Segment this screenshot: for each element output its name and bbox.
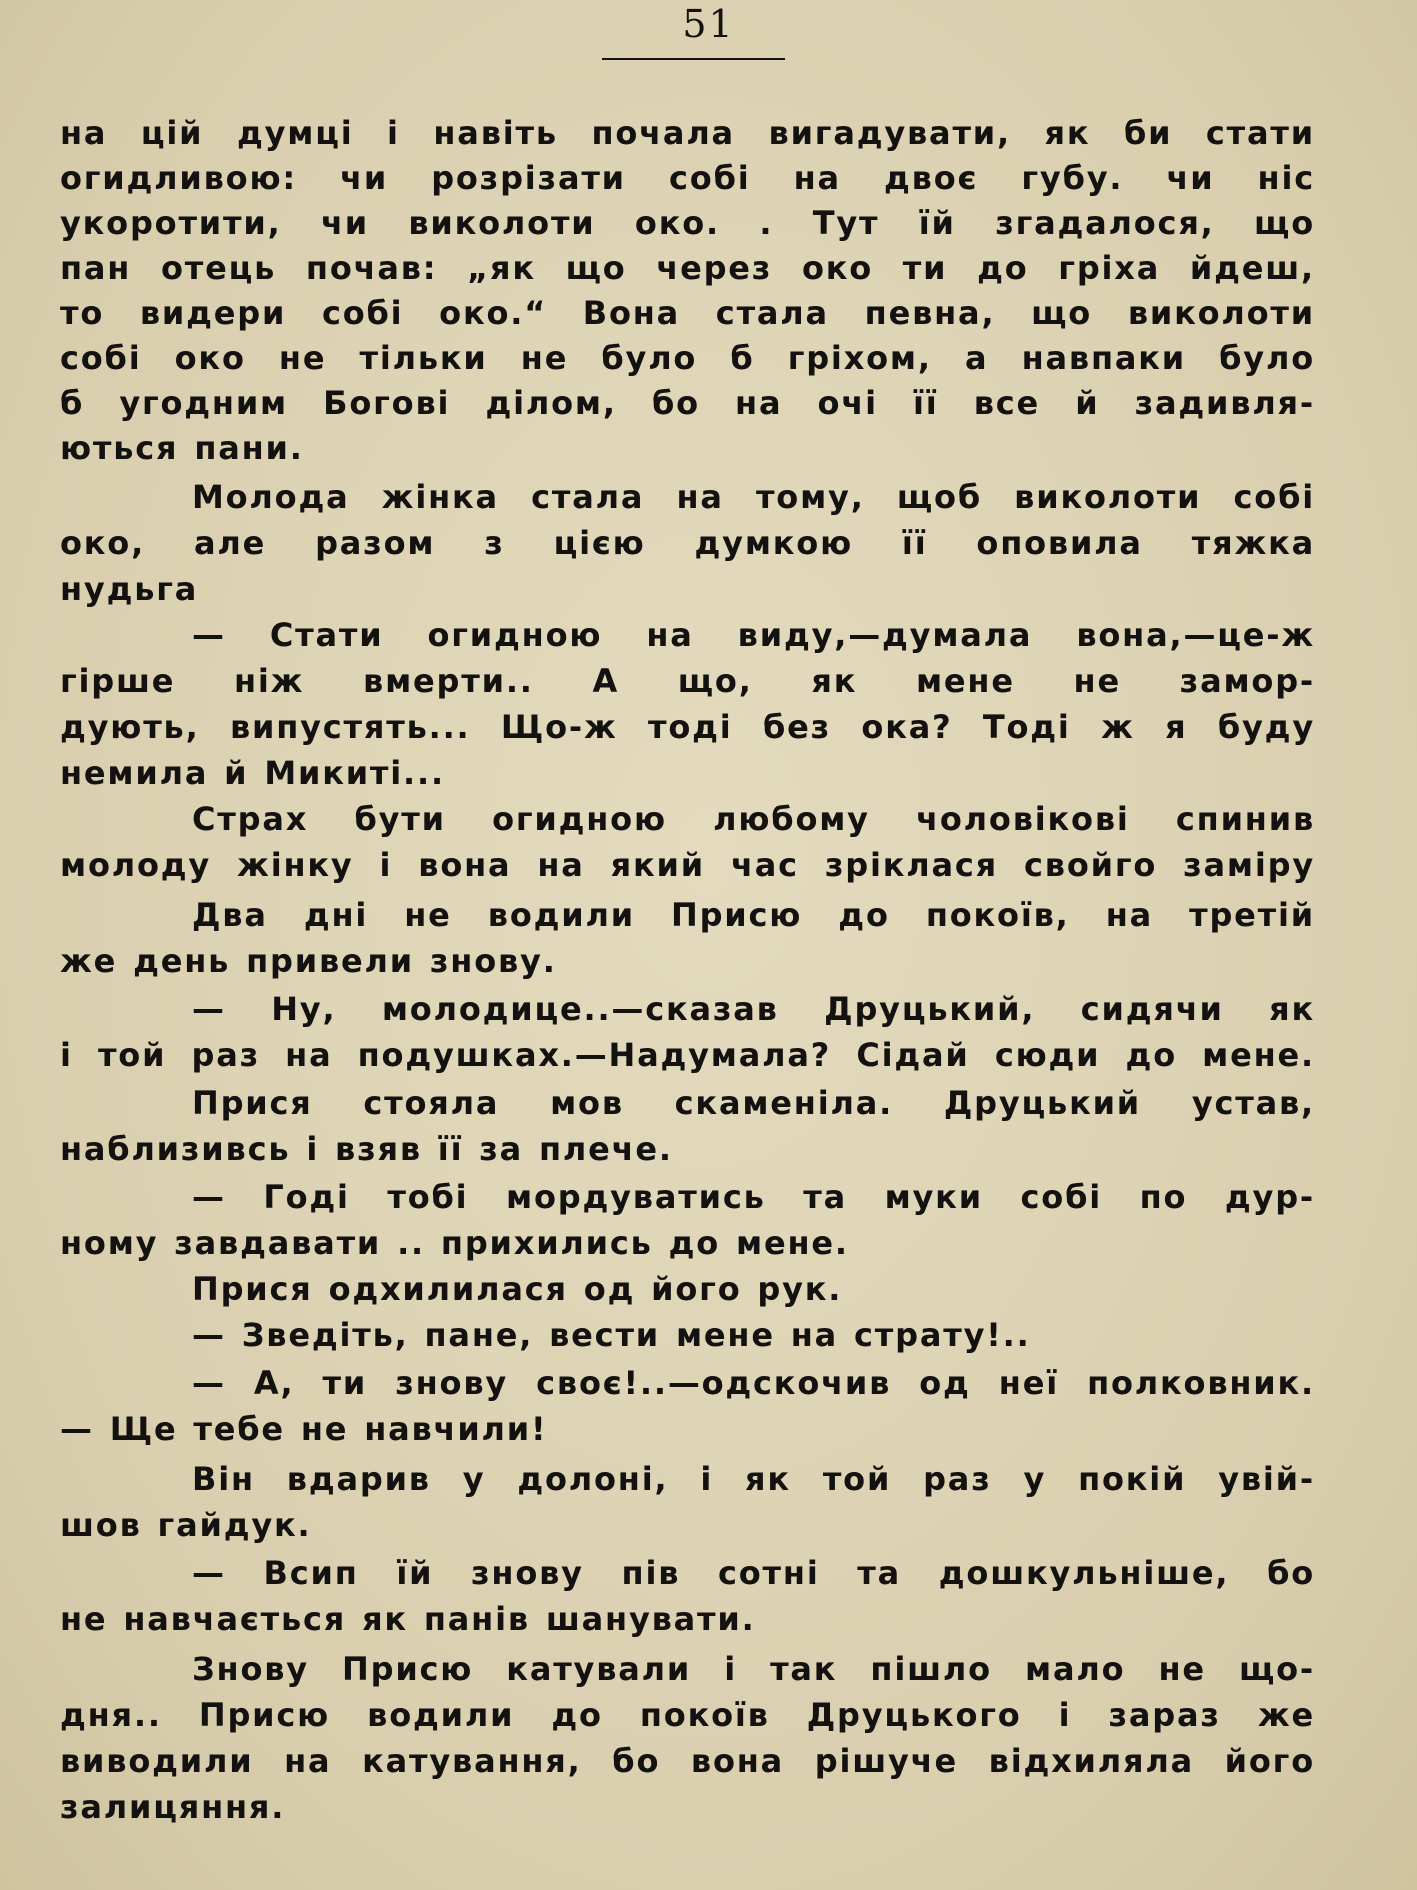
text-line: б угодним Богові ділом, бо на очі її все й задивля- — [60, 384, 1315, 422]
text-line: — Зведіть, пане, вести мене на страту!.. — [192, 1316, 1031, 1354]
text-line: Він вдарив у долоні, і як той раз у покій увій- — [192, 1460, 1315, 1498]
text-line: Прися одхилилася од його рук. — [192, 1270, 843, 1308]
text-line: ються пани. — [60, 429, 304, 467]
text-line: дують, випустять... Що-ж тоді без ока? Тоді ж я буду — [60, 708, 1315, 746]
text-line: дня.. Присю водили до покоїв Друцького і зараз же — [60, 1696, 1315, 1734]
text-line: укоротити, чи виколоти око. . Тут їй згадалося, що — [60, 204, 1315, 242]
text-line: нудьга — [60, 570, 199, 608]
text-line: і той раз на подушках.—Надумала? Сідай сюди до мене. — [60, 1036, 1315, 1074]
text-line: Прися стояла мов скаменіла. Друцький устав, — [192, 1084, 1315, 1122]
text-line: Страх бути огидною любому чоловікові спинив — [192, 800, 1315, 838]
text-line: ному завдавати .. прихились до мене. — [60, 1224, 849, 1262]
text-line: то видери собі око.“ Вона стала певна, що виколоти — [60, 294, 1315, 332]
text-line: — Ще тебе не навчили! — [60, 1410, 548, 1448]
text-line: — Годі тобі мордуватись та муки собі по дур- — [192, 1178, 1315, 1216]
text-line: око, але разом з цією думкою її оповила тяжка — [60, 524, 1315, 562]
text-line: залицяння. — [60, 1788, 286, 1826]
page-number: 51 — [682, 2, 735, 46]
text-line: гірше ніж вмерти.. А що, як мене не замор- — [60, 662, 1315, 700]
text-line: — Всип їй знову пів сотні та дошкульніше, бо — [192, 1554, 1315, 1592]
text-line: Молода жінка стала на тому, щоб виколоти собі — [192, 478, 1315, 516]
text-line: — Ну, молодице..—сказав Друцький, сидячи як — [192, 990, 1315, 1028]
text-line: же день привели знову. — [60, 942, 557, 980]
text-line: Два дні не водили Присю до покоїв, на третій — [192, 896, 1315, 934]
text-line: молоду жінку і вона на який час зріклася свойго заміру — [60, 846, 1315, 884]
text-line: — Стати огидною на виду,—думала вона,—це-ж — [192, 616, 1315, 654]
text-line: собі око не тільки не було б гріхом, а навпаки було — [60, 339, 1315, 377]
text-line: — А, ти знову своє!..—одскочив од неї полковник. — [192, 1364, 1315, 1402]
text-line: Знову Присю катували і так пішло мало не що- — [192, 1650, 1315, 1688]
text-line: пан отець почав: „як що через око ти до гріха йдеш, — [60, 249, 1315, 287]
text-line: не навчається як панів шанувати. — [60, 1600, 756, 1638]
text-line: наблизивсь і взяв її за плече. — [60, 1130, 673, 1168]
text-line: огидливою: чи розрізати собі на двоє губу. чи ніс — [60, 159, 1315, 197]
text-line: на цій думці і навіть почала вигадувати, як би стати — [60, 114, 1315, 152]
text-line: немила й Микиті... — [60, 754, 445, 792]
text-line: шов гайдук. — [60, 1506, 312, 1544]
page-number-rule — [602, 58, 785, 60]
text-line: виводили на катування, бо вона рішуче відхиляла його — [60, 1742, 1315, 1780]
